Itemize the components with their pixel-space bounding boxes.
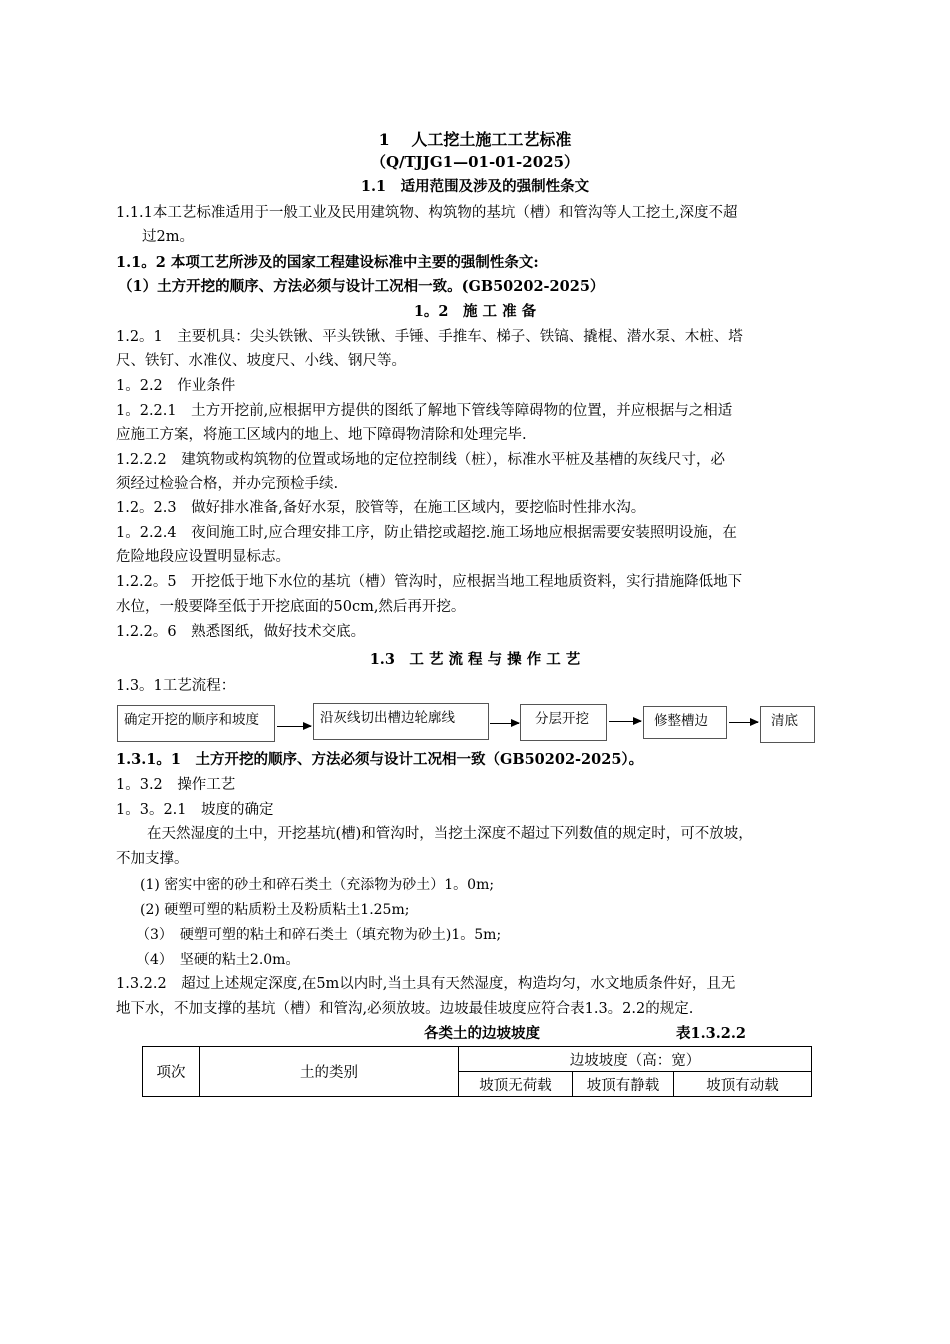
flow-arrow [609,721,641,722]
table-subheader-no-load: 坡顶无荷载 [459,1072,573,1097]
table-number: 表1.3.2.2 [676,1025,747,1042]
para-1-2-2-4-line2: 危险地段应设置明显标志。 [116,549,290,565]
table-caption: 各类土的边坡坡度 [424,1025,540,1042]
list-item-4: （4） 坚硬的粘土2.0m。 [136,952,300,968]
para-1-3-2-2-line2: 地下水，不加支撑的基坑（槽）和管沟,必须放坡。边坡最佳坡度应符合表1.3。2.2的规定. [116,1001,694,1017]
para-1-2-2-1-line1: 1。2.2.1 土方开挖前,应根据甲方提供的图纸了解地下管线等障碍物的位置，并应根据与之相适 [116,403,733,419]
para-1-2-2-4-line1: 1。2.2.4 夜间施工时,应合理安排工序，防止错挖或超挖.施工场地应根据需要安装照明设施，在 [116,525,737,541]
list-item-3: （3） 硬塑可塑的粘土和碎石类土（填充物为砂土)1。5m; [136,927,502,943]
table-header-item: 项次 [143,1047,200,1097]
para-intro-line1: 在天然湿度的土中，开挖基坑(槽)和管沟时，当挖土深度不超过下列数值的规定时，可不放坡， [118,826,753,842]
flow-step-order-and-slope: 确定开挖的顺序和坡度 [117,705,275,742]
flow-arrow [729,722,758,723]
para-1-2-2-2-line2: 须经过检验合格，并办完预检手续. [116,476,339,492]
para-1-1-1-line1: 1.1.1本工艺标准适用于一般工业及民用建筑物、构筑物的基坑（槽）和管沟等人工挖土,深度不超 [116,205,738,221]
standard-code: （Q/TJJG1—01-01-2025） [370,153,580,171]
para-1-2-2-1-line2: 应施工方案，将施工区域内的地上、地下障碍物清除和处理完毕. [116,427,527,443]
table-header-soil-type: 土的类别 [200,1047,459,1097]
para-1-3-2-2-line1: 1.3.2.2 超过上述规定深度,在5m以内时,当土具有天然湿度，构造均匀，水文地质条件好，且无 [116,976,736,992]
para-1-2-2-5-line2: 水位，一般要降至低于开挖底面的50cm,然后再开挖。 [116,599,466,615]
para-1-2-2-5-line1: 1.2.2。5 开挖低于地下水位的基坑（槽）管沟时，应根据当地工程地质资料，实行措施降低地下 [116,574,743,590]
para-1-2-2-2-line1: 1.2.2.2 建筑物或构筑物的位置或场地的定位控制线（桩），标准水平桩及基槽的灰线尺寸，必 [116,452,725,468]
flow-arrow [490,723,519,724]
table-subheader-static-load: 坡顶有静载 [573,1072,674,1097]
para-1-2-2-6: 1.2.2。6 熟悉图纸，做好技术交底。 [116,624,366,640]
slope-table [142,1046,812,1097]
document-title: 1 人工挖土施工工艺标准 [378,130,572,149]
table-header-slope: 边坡坡度（高：宽） [459,1047,812,1072]
flow-step-trim-edges: 修整槽边 [643,706,727,739]
section-1-3-heading: 1.3 工 艺 流 程 与 操 作 工 艺 [369,651,581,668]
list-item-2: (2) 硬塑可塑的粘质粉土及粉质粘土1.25m; [140,902,410,918]
para-1-2-2-3: 1.2。2.3 做好排水准备,备好水泵，胶管等，在施工区域内，要挖临时性排水沟。 [116,500,646,516]
flow-step-clean-bottom: 清底 [760,706,815,743]
para-intro-line2: 不加支撑。 [116,851,189,867]
flow-step-cut-outline: 沿灰线切出槽边轮廓线 [313,703,489,740]
list-item-1: (1) 密实中密的砂土和碎石类土（充添物为砂土）1。0m; [140,877,495,893]
section-1-1-heading: 1.1 适用范围及涉及的强制性条文 [360,178,590,195]
para-1-3-1: 1.3。1工艺流程： [116,678,236,694]
para-1-3-2: 1。3.2 操作工艺 [116,777,236,793]
section-1-2-heading: 1。2 施 工 准 备 [413,303,537,320]
para-1-2-1-line1: 1.2。1 主要机具：尖头铁锹、平头铁锹、手锤、手推车、梯子、铁镐、撬棍、潜水泵、木桩、塔 [116,329,743,345]
flow-arrow [277,726,311,727]
para-1-2-2: 1。2.2 作业条件 [116,378,236,394]
para-1-3-2-1: 1。3。2.1 坡度的确定 [116,802,274,818]
flow-step-layered-excavation: 分层开挖 [520,704,607,741]
para-1-1-2: 1.1。2 本项工艺所涉及的国家工程建设标准中主要的强制性条文: [116,254,539,271]
para-1-1-1-line2: 过2m。 [142,229,194,245]
table-subheader-dynamic-load: 坡顶有动载 [674,1072,812,1097]
para-1-3-1-1: 1.3.1。1 土方开挖的顺序、方法必须与设计工况相一致（GB50202-2025）。 [116,751,644,768]
para-1-1-2-item1: （1）土方开挖的顺序、方法必须与设计工况相一致。(GB50202-2025） [118,278,605,295]
para-1-2-1-line2: 尺、铁钉、水准仪、坡度尺、小线、钢尺等。 [116,353,406,369]
